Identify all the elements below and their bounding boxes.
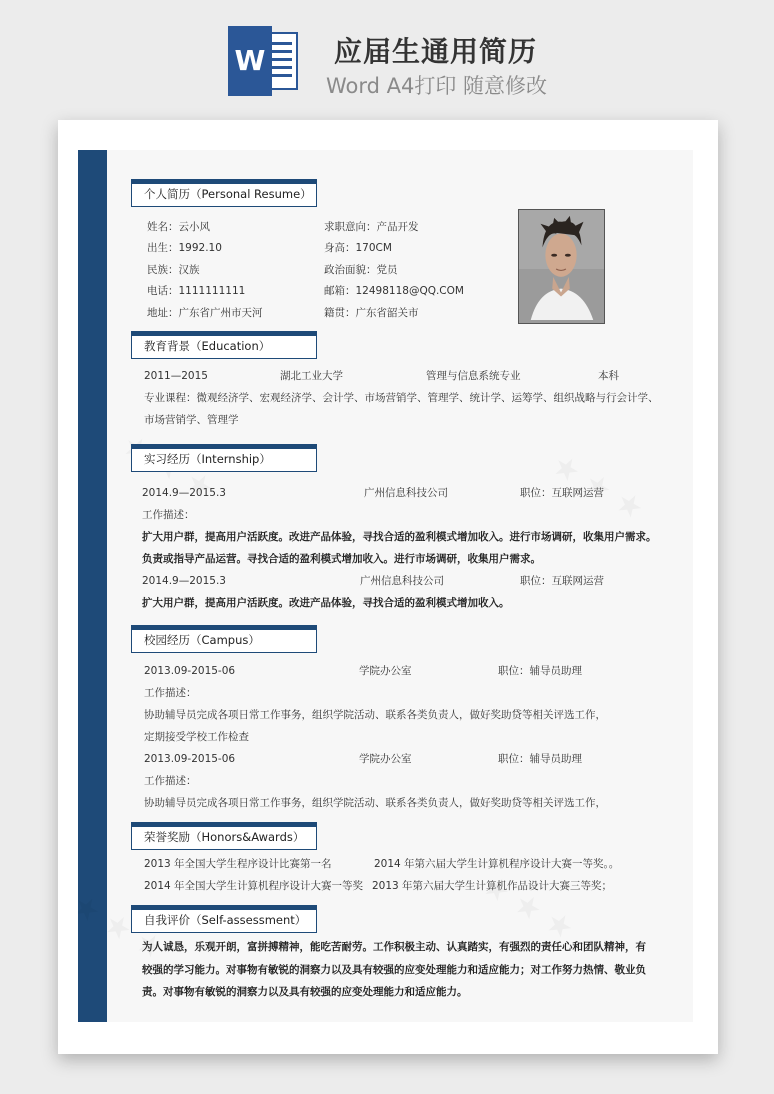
job1-desc-label: 工作描述：	[142, 509, 195, 521]
edu-courses-cont: 市场营销学、管理学	[144, 414, 239, 426]
section-campus: 校园经历（Campus）	[131, 625, 317, 653]
campus1-desc: 协助辅导员完成各项日常工作事务，组织学院活动、联系各类负责人，做好奖助贷等相关评选工作，	[144, 709, 606, 721]
job2-period: 2014.9—2015.3	[142, 575, 226, 587]
campus1-desc-cont: 定期接受学校工作检查	[144, 731, 249, 743]
personal-height: 身高：170CM	[324, 242, 392, 254]
word-icon-letter: W	[228, 26, 272, 96]
job2-company: 广州信息科技公司	[360, 575, 444, 587]
portrait-photo	[518, 209, 605, 324]
self-assessment-end: 责。对事物有敏锐的洞察力以及具有较强的应变处理能力和适应能力。	[142, 986, 468, 998]
personal-birth: 出生：1992.10	[147, 242, 222, 254]
page-header	[0, 0, 774, 118]
page-title: 应届生通用简历	[334, 35, 538, 68]
campus2-org: 学院办公室	[359, 753, 412, 765]
resume-sheet	[78, 150, 693, 1022]
edu-school: 湖北工业大学	[280, 370, 343, 382]
personal-hometown: 籍贯：广东省韶关市	[324, 307, 419, 319]
personal-intention: 求职意向：产品开发	[324, 221, 419, 233]
job1-period: 2014.9—2015.3	[142, 487, 226, 499]
campus1-period: 2013.09-2015-06	[144, 665, 236, 677]
personal-ethnicity: 民族：汉族	[147, 264, 200, 276]
campus2-desc-label: 工作描述：	[144, 775, 197, 787]
campus1-desc-label: 工作描述：	[144, 687, 197, 699]
self-assessment: 为人诚恳，乐观开朗，富拼搏精神，能吃苦耐劳。工作积极主动、认真踏实，有强烈的责任心和团队精神，有	[142, 941, 646, 953]
campus2-position: 职位：辅导员助理	[498, 753, 582, 765]
job1-desc-cont: 负责或指导产品运营。寻找合适的盈利模式增加收入。进行市场调研，收集用户需求。	[142, 553, 541, 565]
personal-address: 地址：广东省广州市天河	[147, 307, 263, 319]
campus1-org: 学院办公室	[359, 665, 412, 677]
personal-phone: 电话：1111111111	[147, 285, 246, 297]
campus2-desc: 协助辅导员完成各项日常工作事务，组织学院活动、联系各类负责人，做好奖助贷等相关评选工作，	[144, 797, 606, 809]
honor-item: 2014 年第六届大学生计算机程序设计大赛一等奖。。	[374, 858, 620, 870]
edu-period: 2011—2015	[144, 370, 208, 382]
job1-desc: 扩大用户群，提高用户活跃度。改进产品体验，寻找合适的盈利模式增加收入。进行市场调研，收集用户需求。	[142, 531, 657, 543]
honor-item: 2013 年全国大学生程序设计比赛第一名	[144, 858, 332, 870]
honor-item: 2013 年第六届大学生计算机作品设计大赛三等奖；	[372, 880, 613, 892]
word-icon	[228, 26, 300, 96]
personal-email: 邮箱：12498118@QQ.COM	[324, 285, 464, 297]
job2-desc: 扩大用户群，提高用户活跃度。改进产品体验，寻找合适的盈利模式增加收入。	[142, 597, 510, 609]
resume-paper	[58, 120, 718, 1054]
self-assessment-cont: 较强的学习能力。对事物有敏锐的洞察力以及具有较强的应变处理能力和适应能力；对工作努力热情、敬业负	[142, 964, 646, 976]
edu-degree: 本科	[598, 370, 619, 382]
job1-position: 职位：互联网运营	[520, 487, 604, 499]
personal-politics: 政治面貌：党员	[324, 264, 398, 276]
personal-name: 姓名：云小风	[147, 221, 210, 233]
section-education: 教育背景（Education）	[131, 331, 317, 359]
section-internship: 实习经历（Internship）	[131, 444, 317, 472]
job1-company: 广州信息科技公司	[364, 487, 448, 499]
job2-position: 职位：互联网运营	[520, 575, 604, 587]
campus2-period: 2013.09-2015-06	[144, 753, 236, 765]
section-honors: 荣誉奖励（Honors&Awards）	[131, 822, 317, 850]
campus1-position: 职位：辅导员助理	[498, 665, 582, 677]
section-personal: 个人简历（Personal Resume）	[131, 179, 317, 207]
honor-item: 2014 年全国大学生计算机程序设计大赛一等奖	[144, 880, 364, 892]
edu-courses: 专业课程：微观经济学、宏观经济学、会计学、市场营销学、管理学、统计学、运筹学、组织战略与行会计学、	[144, 392, 659, 404]
page-subtitle: Word A4打印 随意修改	[326, 74, 548, 98]
section-self: 自我评价（Self-assessment）	[131, 905, 317, 933]
edu-major: 管理与信息系统专业	[426, 370, 521, 382]
